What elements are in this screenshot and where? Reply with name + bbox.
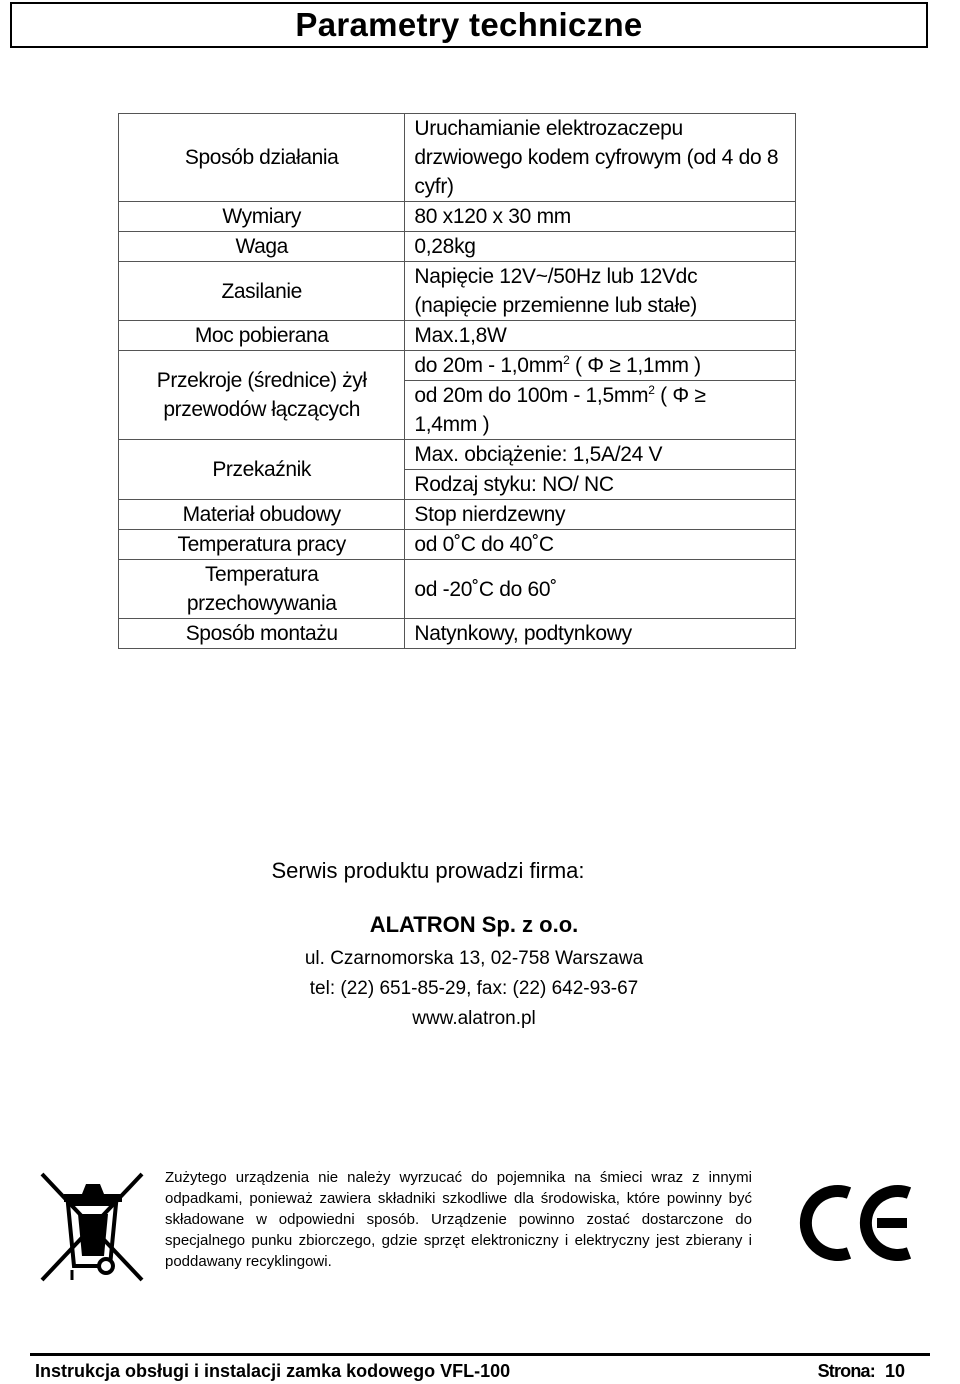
company-contact	[0, 944, 954, 1034]
page-number: 10	[884, 1361, 905, 1381]
spec-value: Natynkowy, podtynkowy	[405, 619, 796, 649]
table-row	[119, 440, 796, 470]
company-name: ALATRON Sp. z o.o.	[369, 912, 579, 937]
spec-value: Stop nierdzewny	[405, 500, 796, 530]
company-website[interactable]: www.alatron.pl	[412, 1008, 536, 1029]
footer-page	[818, 1361, 905, 1382]
spec-value: od -20˚C do 60˚	[405, 560, 796, 619]
company-address: ul. Czarnomorska 13, 02-758 Warszawa	[304, 948, 644, 969]
spec-value: 80 x120 x 30 mm	[405, 202, 796, 232]
spec-label: Wymiary	[119, 202, 405, 232]
spec-value: od 20m do $100m - 1,5mm^2$ ( Φ ≥ 1,4mm )	[405, 381, 796, 440]
table-row	[119, 262, 796, 321]
spec-value: Max.1,8W	[405, 321, 796, 351]
table-row	[119, 232, 796, 262]
company-phone: tel: (22) 651-85-29, fax: (22) 642-93-67	[309, 978, 639, 999]
spec-value: Max. obciążenie: 1,5A/24 V	[405, 440, 796, 470]
spec-label: Temperatura pracy	[119, 530, 405, 560]
table-row	[119, 351, 796, 381]
spec-table	[118, 113, 796, 649]
table-row	[119, 114, 796, 202]
spec-value: Napięcie 12V~/50Hz lub 12Vdc (napięcie przemienne lub stałe)	[405, 262, 796, 321]
spec-label: Zasilanie	[119, 262, 405, 321]
spec-label: Sposób działania	[119, 114, 405, 202]
table-row	[119, 500, 796, 530]
spec-value: Rodzaj styku: NO/ NC	[405, 470, 796, 500]
spec-label: Materiał obudowy	[119, 500, 405, 530]
spec-label: Waga	[119, 232, 405, 262]
spec-label: Sposób montażu	[119, 619, 405, 649]
ce-mark-icon	[793, 1183, 919, 1263]
table-row	[119, 619, 796, 649]
disposal-notice: Zużytego urządzenia nie należy wyrzucać do pojemnika na śmieci wraz z innymi odpadkami, ponieważ zawiera składniki szkodliwe dla środowiska, które powinny być składowane w odpowiedni sposób. Urządzenie powinno zostać dostarczone do specjalnego punku zbiorczego, gdzie sprzęt elektroniczny i elektryczny jest zbierany i poddawany recyklingowi.	[165, 1169, 752, 1270]
service-heading: Serwis produktu prowadzi firma:	[271, 858, 585, 883]
page-label: Strona:	[817, 1361, 875, 1381]
spec-value: 0,28kg	[405, 232, 796, 262]
page-title: Parametry techniczne	[295, 6, 643, 43]
table-row	[119, 202, 796, 232]
table-row	[119, 321, 796, 351]
spec-label: Temperatura przechowywania	[119, 560, 405, 619]
table-row	[119, 560, 796, 619]
footer-divider	[30, 1353, 930, 1356]
spec-label: Przekroje (średnice) żył przewodów łączących	[119, 351, 405, 440]
spec-value: od 0˚C do 40˚C	[405, 530, 796, 560]
spec-label: Moc pobierana	[119, 321, 405, 351]
spec-label: Przekaźnik	[119, 440, 405, 500]
crossed-bin-icon	[38, 1170, 146, 1288]
spec-value: do $20m - 1,0mm^2$ ( Φ ≥ 1,1mm )	[405, 351, 796, 381]
spec-value: Uruchamianie elektrozaczepu drzwiowego kodem cyfrowym (od 4 do 8 cyfr)	[405, 114, 796, 202]
footer	[35, 1361, 905, 1382]
title-box	[10, 2, 928, 48]
table-row	[119, 530, 796, 560]
footer-document-title: Instrukcja obsługi i instalacji zamka kodowego VFL-100	[35, 1361, 511, 1381]
